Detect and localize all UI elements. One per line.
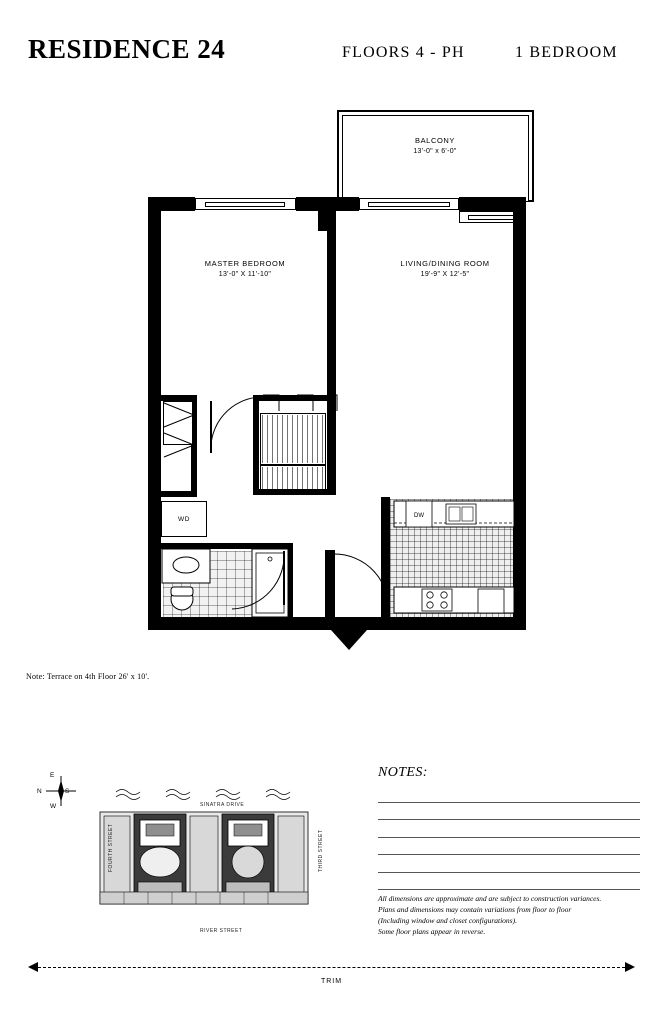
- street-label-third-street: THIRD STREET: [318, 829, 324, 872]
- living-dining-dimensions: 19'-9" X 12'-5": [420, 271, 470, 278]
- wall-hall-bottom: [161, 491, 197, 497]
- floors-label: FLOORS 4 - PH: [342, 44, 465, 61]
- street-label-river-street: RIVER STREET: [200, 928, 243, 934]
- window-balcony-door-sash: [368, 202, 450, 207]
- trim-arrow-left-icon: [28, 962, 38, 972]
- kitchen-fixtures: [388, 495, 516, 621]
- svg-text:DW: DW: [414, 513, 424, 519]
- wall-top-right-corner: [459, 197, 471, 211]
- balcony-name: BALCONY: [414, 136, 456, 145]
- master-bedroom-label: [175, 258, 315, 280]
- trim-guide: [28, 962, 635, 974]
- master-bedroom-name: MASTER BEDROOM: [204, 259, 286, 268]
- notes-title: NOTES:: [378, 765, 428, 780]
- notes-line[interactable]: [378, 873, 640, 891]
- wall-left-exterior: [148, 197, 161, 527]
- floor-plan-drawing: [0, 95, 663, 665]
- compass-s: S: [65, 788, 70, 795]
- notes-section: [378, 765, 640, 890]
- compass-w: W: [50, 803, 57, 810]
- street-label-fourth-street: FOURTH STREET: [108, 823, 114, 872]
- hall-closet-doors: [160, 401, 200, 471]
- disclaimer-line-1: All dimensions are approximate and are subject to construction variances.: [378, 894, 602, 903]
- compass-labels: [36, 770, 82, 816]
- disclaimer-line-3: (Including window and closet configurations).: [378, 916, 517, 925]
- master-bedroom-dimensions: 13'-0" X 11'-10": [218, 271, 272, 278]
- terrace-note: Note: Terrace on 4th Floor 26' x 10'.: [26, 672, 150, 681]
- page-title: RESIDENCE 24: [28, 34, 226, 64]
- disclaimer-text: [378, 893, 648, 937]
- notes-line[interactable]: [378, 803, 640, 821]
- trim-arrow-right-icon: [625, 962, 635, 972]
- compass-n: N: [37, 788, 42, 795]
- wall-top-pier-drop: [318, 197, 336, 231]
- living-dining-name: LIVING/DINING ROOM: [400, 259, 490, 268]
- disclaimer-line-2: Plans and dimensions may contain variations from floor to floor: [378, 905, 572, 914]
- notes-line[interactable]: [378, 838, 640, 856]
- notes-line[interactable]: [378, 785, 640, 803]
- window-living-room-sash: [468, 215, 516, 220]
- closet-lower-outline: [260, 465, 326, 491]
- key-plan: [22, 762, 352, 942]
- balcony-inner-outline: [342, 115, 529, 202]
- bedroom-door-swing: [205, 395, 265, 465]
- washer-dryer-label: WD: [177, 516, 191, 523]
- street-label-sinatra-drive: SINATRA DRIVE: [200, 802, 245, 808]
- bathroom-door-swing: [228, 547, 288, 619]
- living-dining-label: [370, 258, 520, 280]
- balcony-label: [365, 135, 505, 157]
- entry-arrow-marker: [331, 630, 367, 650]
- trim-dashed-line: [38, 967, 625, 968]
- balcony-dimensions: 13'-0" x 6'-0": [413, 148, 457, 155]
- disclaimer-line-4: Some floor plans appear in reverse.: [378, 927, 486, 936]
- trim-label: TRIM: [320, 978, 343, 985]
- bedrooms-label: 1 BEDROOM: [515, 44, 618, 61]
- window-master-bedroom-sash: [205, 202, 285, 207]
- notes-line[interactable]: [378, 820, 640, 838]
- sheet-header: [0, 20, 663, 64]
- closet-bottom-wall: [258, 489, 336, 495]
- compass-e: E: [50, 772, 55, 779]
- notes-line[interactable]: [378, 855, 640, 873]
